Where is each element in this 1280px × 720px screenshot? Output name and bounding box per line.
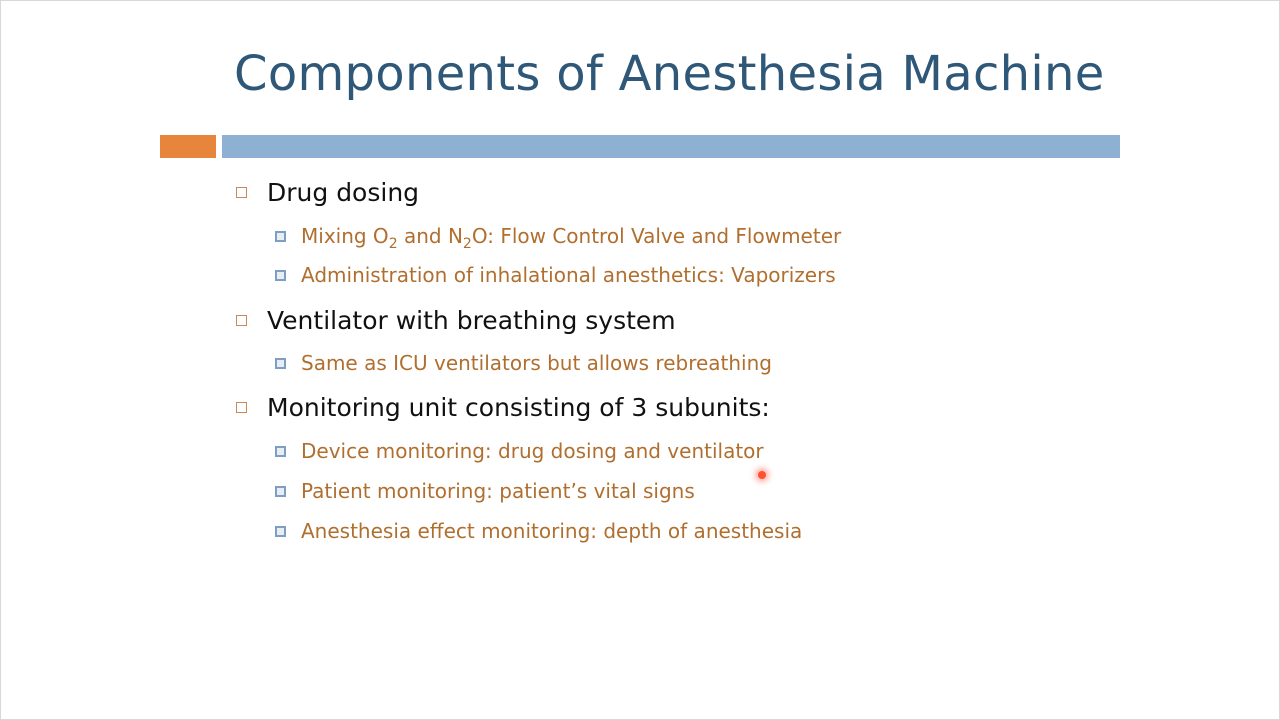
bullet-level2 [275, 351, 772, 375]
bullet-level2 [275, 439, 764, 463]
bullet-text: Patient monitoring: patient’s vital signs [301, 479, 695, 503]
laser-pointer-dot [758, 471, 766, 479]
bullet-level1 [236, 393, 770, 422]
bullet-level1 [236, 178, 419, 207]
bullet-level2 [275, 479, 695, 503]
square-bullet-icon [275, 358, 286, 369]
square-bullet-icon [275, 270, 286, 281]
square-bullet-icon [236, 315, 247, 326]
bullet-text: Administration of inhalational anesthetics: Vaporizers [301, 263, 836, 287]
square-bullet-icon [275, 231, 286, 242]
bullet-text: Ventilator with breathing system [267, 306, 676, 335]
bullet-text: Drug dosing [267, 178, 420, 207]
accent-bar-orange [160, 135, 216, 158]
bullet-level1 [236, 306, 676, 335]
square-bullet-icon [275, 446, 286, 457]
bullet-level2 [275, 519, 802, 543]
bullet-text: Same as ICU ventilators but allows rebreathing [301, 351, 772, 375]
bullet-text: Anesthesia effect monitoring: depth of anesthesia [301, 519, 803, 543]
bullet-level2 [275, 224, 842, 252]
accent-bar-blue [222, 135, 1120, 158]
square-bullet-icon [275, 526, 286, 537]
square-bullet-icon [236, 402, 247, 413]
bullet-level2 [275, 263, 836, 287]
bullet-text: Mixing $O_2$ and $N_2O$: Flow Control Valve and Flowmeter [301, 224, 842, 252]
square-bullet-icon [275, 486, 286, 497]
bullet-text: Monitoring unit consisting of 3 subunits: [267, 393, 770, 422]
square-bullet-icon [236, 187, 247, 198]
slide-title: Components of Anesthesia Machine [234, 46, 1105, 102]
bullet-text: Device monitoring: drug dosing and ventilator [301, 439, 764, 463]
